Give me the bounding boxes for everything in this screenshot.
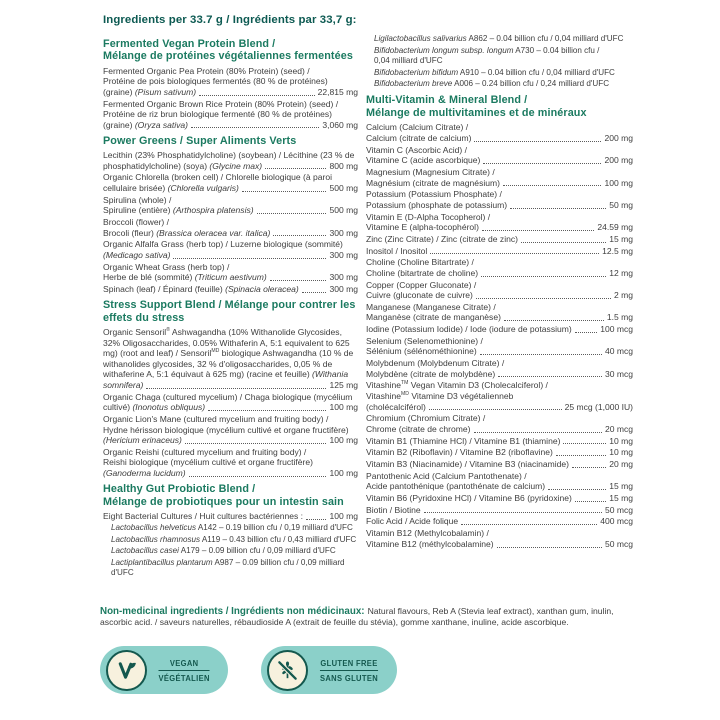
ingredient-line: Vitashine™ Vegan Vitamin D3 (Cholecalciferol) / xyxy=(366,380,548,391)
ingredient-name: Inositol / Inositol xyxy=(366,245,428,256)
ingredient-line: Fermented Organic Brown Rice Protein (80% Protein) (seed) / xyxy=(103,98,339,109)
ingredient-line xyxy=(103,272,358,283)
ingredient-line: Magnesium (Magnesium Citrate) / xyxy=(366,166,495,177)
vegan-label-en: VEGAN xyxy=(169,657,199,668)
ingredient-line xyxy=(103,87,358,98)
label-content xyxy=(103,14,633,580)
dot-leader xyxy=(208,410,326,411)
ingredient-name: Choline (bitartrate de choline) xyxy=(366,267,479,278)
probiotic-strain xyxy=(374,34,633,44)
ingredient-item xyxy=(366,380,633,412)
ingredient-line: Vitamin C (Ascorbic Acid) / xyxy=(366,144,468,155)
ingredient-name: Vitamin B1 (Thiamine HCl) / Vitamine B1 (thiamine) xyxy=(366,435,561,446)
ingredient-item xyxy=(366,336,633,357)
dot-leader xyxy=(556,455,606,456)
dot-leader xyxy=(481,276,606,277)
section-header-line: Stress Support Blend / Mélange pour contrer les xyxy=(103,298,356,311)
ingredient-name: Herbe de blé (sommité) (Triticum aestivum) xyxy=(103,272,267,283)
non-medicinal-lead: Non-medicinal ingredients / Ingrédients non médicinaux: xyxy=(100,606,365,617)
ingredient-line: Selenium (Selenomethionine) / xyxy=(366,335,483,346)
ingredient-line: Organic Lion's Mane (cultured mycelium and fruiting body) / xyxy=(103,413,329,424)
left-column xyxy=(103,33,358,580)
ingredient-amount: 40 mcg xyxy=(604,346,633,357)
ingredient-amount: 22,815 mg xyxy=(317,86,358,97)
ingredient-item xyxy=(103,447,358,479)
ingredient-item xyxy=(366,516,633,527)
dot-leader xyxy=(430,253,599,254)
ingredient-line: Organic Chlorella (broken cell) / Chlorelle biologique (à paroi xyxy=(103,172,332,183)
ingredient-line xyxy=(103,468,358,479)
strain-line: Lactobacillus rhamnosus A119 – 0.43 billion cfu / 0,43 milliard d'UFC xyxy=(111,534,357,544)
ingredient-amount: 300 mg xyxy=(329,272,358,283)
ingredient-amount: 10 mg xyxy=(609,435,633,446)
ingredient-line xyxy=(103,402,358,413)
ingredient-name: Brocoli (fleur) (Brassica oleracea var. italica) xyxy=(103,227,271,238)
ingredient-item xyxy=(366,167,633,188)
ingredient-name: Folic Acid / Acide folique xyxy=(366,516,459,527)
dot-leader xyxy=(306,519,326,520)
vegan-label-fr: VÉGÉTALIEN xyxy=(158,672,210,683)
ingredient-amount: 10 mg xyxy=(609,447,633,458)
dot-leader xyxy=(521,242,606,243)
ingredient-name: Calcium (citrate de calcium) xyxy=(366,132,472,143)
dot-leader xyxy=(497,547,602,548)
ingredient-item xyxy=(366,324,633,335)
ingredient-amount: 800 mg xyxy=(329,160,358,171)
ingredient-amount: 200 mg xyxy=(604,132,633,143)
ingredient-line xyxy=(366,324,633,335)
ingredient-item xyxy=(366,505,633,516)
ingredient-item xyxy=(366,302,633,323)
ingredient-amount: 24.59 mg xyxy=(597,222,633,233)
ingredient-item xyxy=(366,459,633,470)
ingredient-item xyxy=(366,493,633,504)
ingredient-line xyxy=(366,290,633,301)
ingredients-title: Ingredients per 33.7 g / Ingrédients par 33,7 g: xyxy=(103,14,357,26)
ingredient-name: somnifera) xyxy=(103,379,144,390)
ingredient-amount: 100 mcg xyxy=(600,324,633,335)
ingredient-line: Organic Wheat Grass (herb top) / xyxy=(103,261,230,272)
ingredient-item xyxy=(103,392,358,413)
dot-leader xyxy=(185,443,327,444)
ingredient-line: Vitamin B12 (Methylcobalamin) / xyxy=(366,528,489,539)
ingredient-name: Cuivre (gluconate de cuivre) xyxy=(366,290,473,301)
dot-leader xyxy=(199,95,315,96)
dot-leader xyxy=(575,332,598,333)
dot-leader xyxy=(461,524,597,525)
ingredient-line: Calcium (Calcium Citrate) / xyxy=(366,122,469,133)
ingredient-line: Lecithin (23% Phosphatidylcholine) (soybean) / Lécithine (23 % de xyxy=(103,150,355,161)
ingredient-line xyxy=(103,183,358,194)
ingredient-line xyxy=(103,228,358,239)
ingredient-line xyxy=(366,424,633,435)
gluten-free-badge-labels xyxy=(320,658,378,683)
ingredient-item xyxy=(103,511,358,522)
ingredient-item xyxy=(103,66,358,98)
ingredient-amount: 100 mg xyxy=(329,467,358,478)
dot-leader xyxy=(146,388,326,389)
ingredient-line: Organic Reishi (cultured mycelium and fruiting body) / xyxy=(103,446,307,457)
ingredient-line: mg) (root and leaf) / Sensoril$^{MD}$ biologique Ashwagandha (10 % de xyxy=(103,348,354,359)
ingredient-name: (cholécalciférol) xyxy=(366,401,426,412)
dot-leader xyxy=(474,432,602,433)
ingredient-line: Choline (Choline Bitartrate) / xyxy=(366,257,474,268)
dot-leader xyxy=(572,467,606,468)
ingredient-name: Spiruline (entière) (Arthospira platensis) xyxy=(103,205,254,216)
ingredient-amount: 25 mcg (1,000 IU) xyxy=(564,401,633,412)
ingredient-line: Reishi biologique (mycélium cultivé et organe fructifère) xyxy=(103,457,313,468)
ingredient-amount: 500 mg xyxy=(329,183,358,194)
dot-leader xyxy=(503,185,602,186)
ingredient-name: cellulaire brisée) (Chlorella vulgaris) xyxy=(103,183,239,194)
ingredient-line xyxy=(103,161,358,172)
badge-divider xyxy=(320,670,378,671)
ingredient-name: Chrome (citrate de chrome) xyxy=(366,423,471,434)
ingredient-item xyxy=(366,447,633,458)
ingredient-line: Fermented Organic Pea Protein (80% Protein) (seed) / xyxy=(103,65,310,76)
ingredient-item xyxy=(103,262,358,283)
probiotic-strain xyxy=(374,79,633,89)
ingredient-name: Magnésium (citrate de magnésium) xyxy=(366,177,500,188)
gluten-free-label-en: GLUTEN FREE xyxy=(320,657,378,668)
ingredient-line xyxy=(366,436,633,447)
ingredient-amount: 50 mcg xyxy=(604,538,633,549)
ingredient-line: Potassium (Potassium Phosphate) / xyxy=(366,189,502,200)
ingredient-line: Hydne hérisson biologique (mycélium cultivé et organe fructifère) xyxy=(103,424,349,435)
ingredient-line xyxy=(103,511,358,522)
ingredient-name: (graine) (Pisum sativum) xyxy=(103,86,197,97)
ingredient-amount: 100 mg xyxy=(329,402,358,413)
ingredient-line: Vitamin E (D-Alpha Tocopherol) / xyxy=(366,211,491,222)
ingredient-line xyxy=(103,380,358,391)
ingredient-line: Organic Alfalfa Grass (herb top) / Luzerne biologique (sommité) xyxy=(103,239,343,250)
ingredient-line xyxy=(366,459,633,470)
ingredient-name: Vitamin B6 (Pyridoxine HCl) / Vitamine B6 (pyridoxine) xyxy=(366,493,572,503)
probiotic-strain xyxy=(111,558,358,578)
dot-leader xyxy=(480,354,602,355)
section-header-line: Multi-Vitamin & Mineral Blend / xyxy=(366,94,528,107)
ingredient-item xyxy=(366,413,633,434)
ingredient-line xyxy=(366,369,633,380)
ingredient-line xyxy=(366,447,633,458)
ingredient-amount: 3,060 mg xyxy=(322,119,358,130)
ingredient-item xyxy=(366,358,633,379)
section-header-line: Power Greens / Super Aliments Verts xyxy=(103,134,297,147)
dot-leader xyxy=(429,409,562,410)
gluten-free-label-fr: SANS GLUTEN xyxy=(320,672,379,683)
badge-divider xyxy=(158,670,209,671)
ingredient-amount: 300 mg xyxy=(329,227,358,238)
dot-leader xyxy=(424,512,602,513)
ingredient-item xyxy=(103,414,358,446)
ingredient-item xyxy=(366,257,633,278)
ingredient-line xyxy=(366,178,633,189)
ingredient-amount: 300 mg xyxy=(329,283,358,294)
ingredient-amount: 15 mg xyxy=(609,233,633,244)
ingredient-line: Vitashine$^{MD}$ Vitamine D3 végétalienneb xyxy=(366,390,514,401)
gluten-free-badge xyxy=(261,646,397,694)
section-header xyxy=(366,94,633,120)
ingredient-line xyxy=(103,435,358,446)
ingredient-amount: 125 mg xyxy=(329,379,358,390)
ingredient-amount: 1.5 mg xyxy=(606,312,633,323)
ingredient-line: Broccoli (flower) / xyxy=(103,217,170,228)
ingredient-line xyxy=(366,246,633,257)
ingredient-line xyxy=(366,268,633,279)
dot-leader xyxy=(257,213,327,214)
ingredient-amount: 50 mcg xyxy=(604,504,633,515)
ingredient-name: Zinc (Zinc Citrate) / Zinc (citrate de zinc) xyxy=(366,233,518,244)
ingredient-name: Vitamine C (acide ascorbique) xyxy=(366,155,481,166)
ingredient-amount: 400 mcg xyxy=(600,516,633,527)
ingredient-name: Manganèse (citrate de manganèse) xyxy=(366,312,501,323)
ingredient-line: Molybdenum (Molybdenum Citrate) / xyxy=(366,358,505,369)
ingredient-amount: 20 mcg xyxy=(604,423,633,434)
ingredient-line xyxy=(366,234,633,245)
ingredient-item xyxy=(366,471,633,492)
ingredient-line: withanolides glycosides, 32 % d'oligosaccharides, 0,05 % de xyxy=(103,358,333,369)
ingredient-line: Chromium (Chromium Citrate) / xyxy=(366,413,486,424)
ingredient-line xyxy=(366,505,633,516)
dot-leader xyxy=(548,489,606,490)
dot-leader xyxy=(270,280,327,281)
probiotic-strain xyxy=(111,535,358,545)
vegan-badge-labels xyxy=(158,658,209,683)
ingredient-line xyxy=(103,120,358,131)
ingredient-line: 32% Oligosaccharides, 0.05% Withaferin A, 5:1 equivalent to 625 xyxy=(103,337,350,348)
probiotic-strain xyxy=(374,68,633,78)
section-header xyxy=(103,483,358,509)
ingredient-line xyxy=(103,250,358,261)
ingredient-line xyxy=(366,493,633,504)
ingredient-item xyxy=(366,212,633,233)
section-header-line: Mélange de protéines végétaliennes fermentées xyxy=(103,50,353,63)
ingredient-name: Spinach (leaf) / Épinard (feuille) (Spinacia oleracea) xyxy=(103,283,299,294)
ingredient-name: (graine) (Oryza sativa) xyxy=(103,119,189,130)
ingredient-line: Organic Chaga (cultured mycelium) / Chaga biologique (mycélium xyxy=(103,391,353,402)
ingredient-amount: 12.5 mg xyxy=(602,245,633,256)
ingredient-line: Protéine de riz brun biologique fermenté (80 % de protéines) xyxy=(103,109,333,120)
ingredient-name: Biotin / Biotine xyxy=(366,504,421,515)
ingredient-name: Acide pantothénique (pantothénate de calcium) xyxy=(366,481,546,492)
ingredient-line: Spirulina (whole) / xyxy=(103,194,172,205)
non-medicinal-text: Natural flavours, Reb A (Stevia leaf extract), xanthan gum, inulin, ascorbic acid. / saveurs naturelles, rébaudioside A (extrait de feuille du stévia), gomme xanthane, inuline, acide ascorbique. xyxy=(100,606,614,627)
ingredient-line: Copper (Copper Gluconate) / xyxy=(366,279,477,290)
strain-line: Lactobacillus helveticus A142 – 0.19 billion cfu / 0,19 milliard d'UFC xyxy=(111,523,353,533)
ingredient-name: Potassium (phosphate de potassium) xyxy=(366,199,508,210)
ingredient-line xyxy=(103,284,358,295)
ingredient-line: withaferine A, 5:1 équivaut à 625 mg) (racine et feuille) (Withania xyxy=(103,369,349,380)
ingredient-line: Protéine de pois biologiques fermentés (80 % de protéines) xyxy=(103,76,328,87)
vegan-badge xyxy=(100,646,228,694)
ingredient-line xyxy=(366,312,633,323)
ingredient-name: Vitamin B3 (Niacinamide) / Vitamine B3 (niacinamide) xyxy=(366,458,569,469)
dot-leader xyxy=(302,292,327,293)
strain-line: 0,04 milliard d'UFC xyxy=(374,56,443,66)
dot-leader xyxy=(510,208,606,209)
ingredient-item xyxy=(103,99,358,131)
dot-leader xyxy=(575,501,606,502)
section-header-line: Fermented Vegan Protein Blend / xyxy=(103,37,276,50)
ingredient-line: Pantothenic Acid (Calcium Pantothenate) / xyxy=(366,470,527,481)
ingredient-item xyxy=(366,122,633,143)
section-header-line: Mélange de probiotiques pour un intestin sain xyxy=(103,495,344,508)
dot-leader xyxy=(483,163,601,164)
ingredient-name: Vitamin B2 (Riboflavin) / Vitamine B2 (riboflavine) xyxy=(366,447,553,458)
dot-leader xyxy=(191,127,319,128)
ingredient-line xyxy=(366,346,633,357)
ingredient-amount: 15 mg xyxy=(609,493,633,503)
ingredient-item xyxy=(103,217,358,238)
strain-line: Lactobacillus casei A179 – 0.09 billion cfu / 0,09 milliard d'UFC xyxy=(111,546,336,556)
ingredient-line xyxy=(366,402,633,413)
ingredient-item xyxy=(366,145,633,166)
ingredient-columns xyxy=(103,33,633,580)
ingredient-amount: 15 mg xyxy=(609,481,633,492)
ingredient-name: Eight Bacterial Cultures / Huit cultures bactériennes : xyxy=(103,511,303,522)
section-header xyxy=(103,135,358,148)
dot-leader xyxy=(265,168,326,169)
ingredient-name: Molybdène (citrate de molybdène) xyxy=(366,368,496,379)
ingredient-line: Organic Sensoril® Ashwagandha (10% Withanolide Glycosides, xyxy=(103,327,342,338)
strain-line: Bifidobacterium bifidum A910 – 0.04 billion cfu / 0,04 milliard d'UFC xyxy=(374,67,615,77)
vegan-icon xyxy=(106,650,147,691)
section-header-line: effets du stress xyxy=(103,311,185,324)
section-header-line: Healthy Gut Probiotic Blend / xyxy=(103,482,256,495)
ingredient-amount: 100 mg xyxy=(604,177,633,188)
strain-line: Bifidobacterium longum subsp. longum A730 – 0.04 billion cfu / xyxy=(374,45,600,55)
dot-leader xyxy=(474,141,601,142)
ingredient-name: Vitamine E (alpha-tocophérol) xyxy=(366,222,479,233)
ingredient-amount: 100 mg xyxy=(329,435,358,446)
ingredient-name: Sélénium (sélénométhionine) xyxy=(366,346,477,357)
dot-leader xyxy=(189,476,327,477)
dot-leader xyxy=(504,320,604,321)
ingredient-item xyxy=(103,150,358,171)
ingredient-name: Iodine (Potassium Iodide) / Iode (iodure de potassium) xyxy=(366,324,572,335)
ingredient-item xyxy=(103,239,358,260)
ingredient-amount: 300 mg xyxy=(329,249,358,260)
dot-leader xyxy=(242,191,327,192)
probiotic-strain xyxy=(111,523,358,533)
ingredient-name: Vitamine B12 (méthylcobalamine) xyxy=(366,538,494,549)
probiotic-strain xyxy=(374,46,633,66)
ingredient-line xyxy=(366,200,633,211)
ingredient-item xyxy=(103,195,358,216)
ingredient-name: phosphatidylcholine) (soya) (Glycine max) xyxy=(103,160,263,171)
section-header-line: Mélange de multivitamines et de minéraux xyxy=(366,106,587,119)
strain-line: Bifidobacterium breve A006 – 0.24 billion cfu / 0,24 milliard d'UFC xyxy=(374,79,610,89)
ingredient-amount: 12 mg xyxy=(609,267,633,278)
dot-leader xyxy=(563,443,606,444)
gluten-free-icon xyxy=(267,650,308,691)
ingredient-item xyxy=(366,246,633,257)
certification-badges xyxy=(100,646,397,694)
ingredient-amount: 200 mg xyxy=(604,155,633,166)
ingredient-line xyxy=(366,539,633,550)
ingredient-amount: 500 mg xyxy=(329,205,358,216)
dot-leader xyxy=(173,258,326,259)
ingredient-amount: 100 mg xyxy=(329,511,358,522)
ingredient-item xyxy=(366,189,633,210)
dot-leader xyxy=(482,230,594,231)
ingredient-line xyxy=(103,205,358,216)
ingredient-line xyxy=(366,481,633,492)
ingredient-item xyxy=(366,280,633,301)
section-header xyxy=(103,38,358,64)
ingredient-amount: 2 mg xyxy=(613,290,633,301)
ingredient-line xyxy=(366,516,633,527)
dot-leader xyxy=(273,235,326,236)
probiotic-strain xyxy=(111,546,358,556)
ingredient-name: (Hericium erinaceus) xyxy=(103,435,182,446)
dot-leader xyxy=(476,298,611,299)
ingredient-name: (Medicago sativa) xyxy=(103,249,171,260)
ingredient-line xyxy=(366,222,633,233)
strain-line: Ligilactobacillus salivarius A862 – 0.04 billion cfu / 0,04 milliard d'UFC xyxy=(374,34,624,44)
ingredient-amount: 20 mg xyxy=(609,458,633,469)
ingredient-item xyxy=(366,436,633,447)
ingredient-line xyxy=(366,133,633,144)
non-medicinal-ingredients xyxy=(100,606,634,628)
ingredient-item xyxy=(366,234,633,245)
ingredient-line: Manganese (Manganese Citrate) / xyxy=(366,301,496,312)
ingredient-item xyxy=(103,172,358,193)
ingredient-amount: 50 mg xyxy=(609,199,633,210)
strain-line: Lactiplantibacillus plantarum A987 – 0.09 billion cfu / 0,09 milliard d'UFC xyxy=(111,557,345,578)
dot-leader xyxy=(498,376,602,377)
ingredient-name: cultivé) (Inonotus obliquus) xyxy=(103,402,206,413)
ingredient-name: (Ganoderma lucidum) xyxy=(103,467,186,478)
ingredient-line xyxy=(366,155,633,166)
right-column xyxy=(366,33,633,580)
section-header xyxy=(103,299,358,325)
ingredient-item xyxy=(103,284,358,295)
ingredient-item xyxy=(366,528,633,549)
ingredient-amount: 30 mcg xyxy=(604,368,633,379)
ingredient-item xyxy=(103,327,358,390)
